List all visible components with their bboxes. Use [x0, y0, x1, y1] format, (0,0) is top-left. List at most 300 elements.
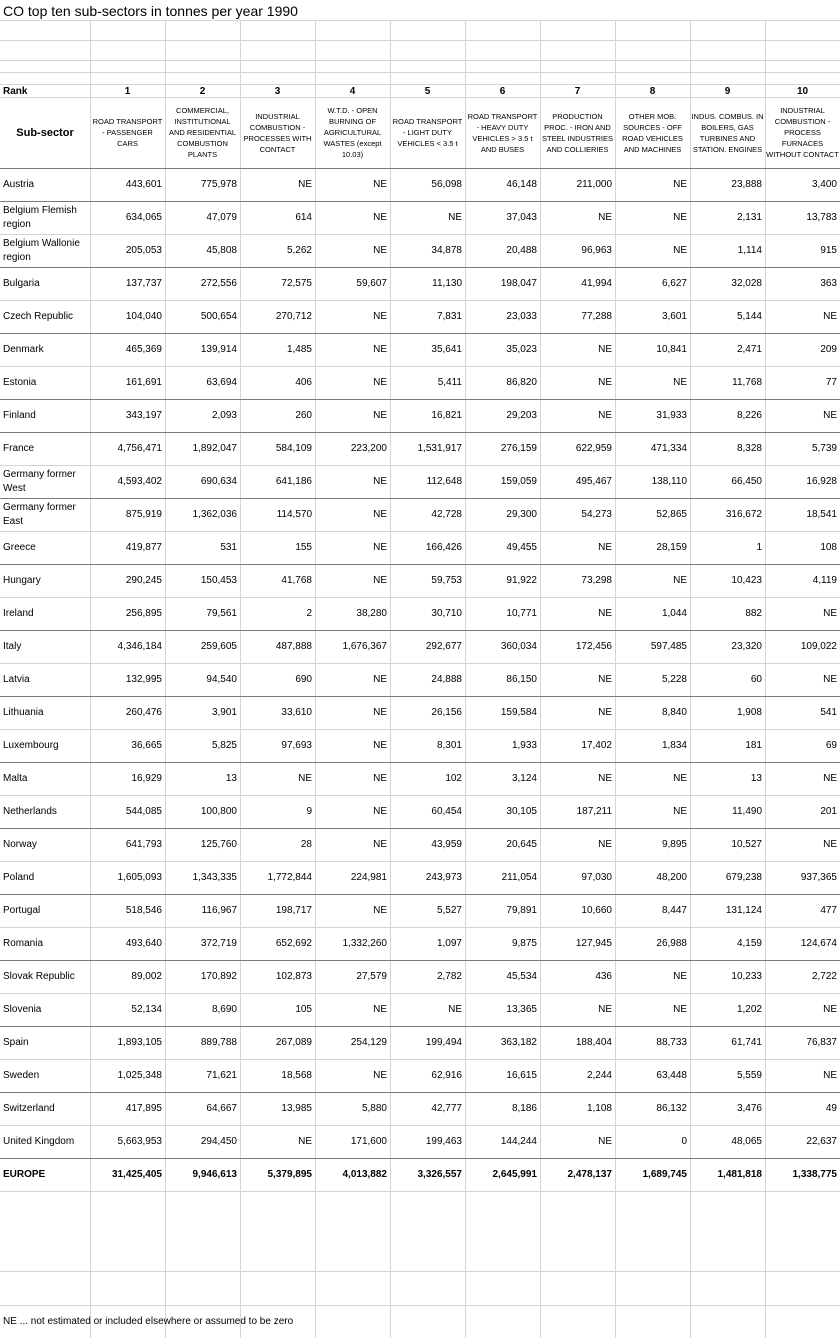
table-cell: 61,741 [731, 1037, 762, 1048]
country-name: Poland [3, 871, 35, 883]
table-cell: 46,148 [506, 179, 537, 190]
table-cell: 4,593,402 [117, 476, 162, 487]
grid-hline [0, 1191, 840, 1192]
table-cell: 26,156 [431, 707, 462, 718]
table-cell: 199,494 [425, 1037, 462, 1048]
table-cell: 2,722 [811, 971, 837, 982]
table-cell: 131,124 [725, 905, 762, 916]
table-cell: 22,637 [806, 1136, 837, 1147]
table-cell: NE [373, 806, 387, 817]
table-cell: 26,988 [656, 938, 687, 949]
table-cell: 1,343,335 [192, 872, 237, 883]
table-cell: 937,365 [800, 872, 837, 883]
table-cell: 11,130 [432, 278, 462, 289]
table-cell: 69 [825, 740, 837, 751]
table-cell: 170,892 [200, 971, 237, 982]
table-cell: 267,089 [275, 1037, 312, 1048]
table-cell: 161,691 [125, 377, 162, 388]
country-name: Malta [3, 772, 28, 784]
table-cell: 166,426 [425, 542, 462, 553]
table-cell: 3,901 [211, 707, 237, 718]
table-cell: 882 [745, 608, 762, 619]
table-cell: 8,328 [736, 443, 762, 454]
table-cell: 27,579 [356, 971, 387, 982]
table-cell: 5,527 [436, 905, 462, 916]
table-cell: 775,978 [200, 179, 237, 190]
table-cell: 259,605 [200, 641, 237, 652]
sector-header: COMMERCIAL, INSTITUTIONAL AND RESIDENTIAL COMBUSTION PLANTS [168, 106, 237, 159]
sector-header: PRODUCTION PROC. - IRON AND STEEL INDUSTRIES AND COLLIERIES [542, 111, 613, 154]
rank-number: 9 [724, 86, 731, 97]
table-cell: 5,144 [736, 311, 762, 322]
table-cell: NE [373, 476, 387, 487]
table-cell: NE [598, 1004, 612, 1015]
table-cell: 30,710 [431, 608, 462, 619]
table-cell: 16,615 [506, 1070, 537, 1081]
table-cell: NE [598, 344, 612, 355]
table-cell: 77 [825, 377, 837, 388]
table-cell: 150,453 [200, 575, 237, 586]
table-cell: 76,837 [806, 1037, 837, 1048]
table-cell: 2,093 [211, 410, 237, 421]
total-cell: 9,946,613 [192, 1169, 237, 1180]
table-cell: 500,654 [200, 311, 237, 322]
sector-header: INDUSTRIAL COMBUSTION - PROCESS FURNACES WITHOUT CONTACT [766, 106, 839, 159]
table-cell: 60 [750, 674, 762, 685]
country-name: Ireland [3, 607, 34, 619]
table-cell: 343,197 [125, 410, 162, 421]
table-cell: 3,476 [736, 1103, 762, 1114]
grid-hline [0, 60, 840, 61]
table-cell: 16,928 [806, 476, 837, 487]
table-cell: 62,916 [431, 1070, 462, 1081]
table-cell: NE [823, 1070, 837, 1081]
sector-header: ROAD TRANSPORT - PASSENGER CARS [92, 117, 163, 148]
table-cell: NE [598, 773, 612, 784]
table-cell: 1,531,917 [417, 443, 462, 454]
table-cell: 13,985 [281, 1103, 312, 1114]
table-cell: 124,674 [800, 938, 837, 949]
table-cell: 622,959 [575, 443, 612, 454]
table-cell: NE [823, 839, 837, 850]
table-cell: 290,245 [125, 575, 162, 586]
table-cell: 181 [745, 740, 762, 751]
table-cell: 875,919 [125, 509, 162, 520]
country-name: Greece [3, 541, 36, 553]
table-cell: 33,610 [281, 707, 312, 718]
table-cell: 60,454 [431, 806, 462, 817]
table-cell: 23,888 [731, 179, 762, 190]
table-cell: 1,605,093 [117, 872, 162, 883]
table-cell: 139,914 [200, 344, 237, 355]
table-cell: 105 [295, 1004, 312, 1015]
table-cell: 690,634 [200, 476, 237, 487]
table-cell: 443,601 [125, 179, 162, 190]
table-cell: 56,098 [431, 179, 462, 190]
table-cell: 63,448 [656, 1070, 687, 1081]
table-cell: 1,772,844 [267, 872, 312, 883]
table-cell: 159,059 [500, 476, 537, 487]
table-cell: 2 [306, 608, 312, 619]
sector-header: INDUS. COMBUS. IN BOILERS, GAS TURBINES AND STATION. ENGINES [691, 111, 764, 154]
table-cell: 597,485 [650, 641, 687, 652]
table-cell: 292,677 [425, 641, 462, 652]
country-name: Italy [3, 640, 22, 652]
table-cell: 18,541 [806, 509, 837, 520]
table-cell: 11,768 [732, 377, 762, 388]
table-cell: 23,320 [731, 641, 762, 652]
table-cell: 29,300 [506, 509, 537, 520]
table-cell: NE [298, 1136, 312, 1147]
table-cell: 406 [295, 377, 312, 388]
table-cell: NE [448, 212, 462, 223]
country-name: Denmark [3, 343, 44, 355]
table-cell: NE [598, 1136, 612, 1147]
table-cell: 127,945 [575, 938, 612, 949]
table-cell: 8,690 [211, 1004, 237, 1015]
table-cell: 679,238 [725, 872, 762, 883]
table-cell: 260 [295, 410, 312, 421]
table-cell: 294,450 [200, 1136, 237, 1147]
table-cell: NE [373, 1070, 387, 1081]
table-cell: NE [673, 806, 687, 817]
table-cell: 35,641 [431, 344, 462, 355]
table-cell: 1,202 [736, 1004, 762, 1015]
table-cell: 272,556 [200, 278, 237, 289]
table-cell: 8,226 [736, 410, 762, 421]
table-cell: 42,777 [431, 1103, 462, 1114]
table-cell: 52,134 [131, 1004, 162, 1015]
table-cell: 9,895 [661, 839, 687, 850]
table-cell: 4,756,471 [117, 443, 162, 454]
table-cell: 3,400 [811, 179, 837, 190]
rank-number: 1 [124, 86, 131, 97]
table-cell: 363 [820, 278, 837, 289]
grid-hline [0, 72, 840, 73]
table-cell: 11,490 [732, 806, 762, 817]
table-cell: 10,771 [506, 608, 537, 619]
table-cell: 493,640 [125, 938, 162, 949]
table-cell: 209 [820, 344, 837, 355]
rank-number: 6 [499, 86, 506, 97]
table-cell: 531 [220, 542, 237, 553]
total-cell: 31,425,405 [111, 1169, 162, 1180]
table-cell: 49 [825, 1103, 837, 1114]
rank-number: 5 [424, 86, 431, 97]
table-cell: 112,648 [426, 476, 462, 487]
table-cell: NE [673, 971, 687, 982]
table-cell: 94,540 [206, 674, 237, 685]
table-cell: 45,808 [206, 245, 237, 256]
table-cell: NE [373, 905, 387, 916]
table-cell: 89,002 [131, 971, 162, 982]
table-cell: 1,332,260 [342, 938, 387, 949]
table-cell: 28 [300, 839, 312, 850]
table-cell: 10,233 [731, 971, 762, 982]
table-cell: 28,159 [656, 542, 687, 553]
table-cell: 77,288 [581, 311, 612, 322]
table-cell: 86,132 [656, 1103, 687, 1114]
table-cell: 30,105 [506, 806, 537, 817]
rank-number: 7 [574, 86, 581, 97]
table-cell: 316,672 [725, 509, 762, 520]
table-cell: 641,186 [275, 476, 312, 487]
subsector-header: Sub-sector [16, 126, 74, 139]
table-cell: 13,365 [506, 1004, 537, 1015]
country-name: Sweden [3, 1069, 40, 1081]
table-cell: 372,719 [200, 938, 237, 949]
country-name: Slovenia [3, 1003, 42, 1015]
table-cell: 1,893,105 [117, 1037, 162, 1048]
table-cell: 2,244 [586, 1070, 612, 1081]
table-cell: 224,981 [350, 872, 387, 883]
table-cell: 63,694 [206, 377, 237, 388]
table-cell: 109,022 [800, 641, 837, 652]
table-cell: 614 [295, 212, 312, 223]
table-cell: NE [373, 377, 387, 388]
table-cell: 1,834 [661, 740, 687, 751]
table-cell: 1,933 [511, 740, 537, 751]
table-cell: 187,211 [576, 806, 612, 817]
table-cell: 42,728 [431, 509, 462, 520]
rank-number: 2 [199, 86, 206, 97]
table-cell: 10,841 [656, 344, 687, 355]
table-cell: 32,028 [731, 278, 762, 289]
sector-header: OTHER MOB. SOURCES - OFF ROAD VEHICLES AND MACHINES [622, 111, 683, 154]
table-cell: 34,878 [431, 245, 462, 256]
table-cell: 102,873 [275, 971, 312, 982]
table-cell: 18,568 [281, 1070, 312, 1081]
table-cell: 1,908 [736, 707, 762, 718]
table-cell: 13 [750, 773, 762, 784]
table-cell: 20,645 [506, 839, 537, 850]
table-cell: NE [598, 212, 612, 223]
table-cell: 45,534 [506, 971, 537, 982]
total-cell: 2,645,991 [492, 1169, 537, 1180]
country-name: Switzerland [3, 1102, 55, 1114]
table-cell: 17,402 [581, 740, 612, 751]
table-cell: 38,280 [356, 608, 387, 619]
table-cell: 199,463 [425, 1136, 462, 1147]
table-cell: 52,865 [656, 509, 687, 520]
table-cell: NE [823, 773, 837, 784]
table-cell: 137,737 [125, 278, 162, 289]
table-cell: 211,000 [576, 179, 612, 190]
total-cell: 1,338,775 [792, 1169, 837, 1180]
table-cell: 71,621 [206, 1070, 237, 1081]
table-cell: NE [673, 773, 687, 784]
table-cell: 1,676,367 [342, 641, 387, 652]
table-cell: 138,110 [651, 476, 687, 487]
table-cell: 102 [445, 773, 462, 784]
table-cell: 72,575 [281, 278, 312, 289]
table-cell: NE [373, 410, 387, 421]
country-name: Germany former East [3, 501, 76, 527]
table-cell: 31,933 [656, 410, 687, 421]
country-name: Netherlands [3, 805, 57, 817]
country-name: Czech Republic [3, 310, 74, 322]
table-cell: NE [673, 1004, 687, 1015]
table-cell: 41,994 [581, 278, 612, 289]
table-cell: 9 [306, 806, 312, 817]
table-cell: 172,456 [575, 641, 612, 652]
table-cell: 584,109 [275, 443, 312, 454]
table-cell: 6,627 [661, 278, 687, 289]
table-cell: 419,877 [125, 542, 162, 553]
table-cell: 5,739 [811, 443, 837, 454]
table-cell: 20,488 [506, 245, 537, 256]
table-cell: NE [373, 773, 387, 784]
table-cell: NE [373, 212, 387, 223]
country-name: Norway [3, 838, 37, 850]
rank-number: 10 [796, 86, 809, 97]
table-cell: 2,782 [436, 971, 462, 982]
table-cell: 211,054 [501, 872, 537, 883]
table-cell: 125,760 [200, 839, 237, 850]
table-cell: 889,788 [200, 1037, 237, 1048]
table-cell: 144,244 [500, 1136, 537, 1147]
table-cell: 10,660 [581, 905, 612, 916]
total-cell: 5,379,895 [267, 1169, 312, 1180]
table-cell: 3,124 [511, 773, 537, 784]
table-cell: 13 [225, 773, 237, 784]
table-cell: 256,895 [125, 608, 162, 619]
table-cell: NE [823, 410, 837, 421]
grid-hline [0, 84, 840, 85]
total-label: EUROPE [3, 1168, 46, 1180]
table-cell: 641,793 [125, 839, 162, 850]
table-cell: 132,995 [125, 674, 162, 685]
table-cell: NE [373, 509, 387, 520]
country-name: Latvia [3, 673, 30, 685]
table-cell: 223,200 [350, 443, 387, 454]
table-cell: 465,369 [125, 344, 162, 355]
table-cell: 495,467 [575, 476, 612, 487]
table-cell: 10,423 [731, 575, 762, 586]
table-cell: 1,025,348 [117, 1070, 162, 1081]
table-cell: 8,447 [661, 905, 687, 916]
table-cell: 59,753 [431, 575, 462, 586]
table-cell: 1,362,036 [192, 509, 237, 520]
table-cell: 5,825 [211, 740, 237, 751]
table-cell: 8,840 [661, 707, 687, 718]
table-cell: 5,559 [736, 1070, 762, 1081]
sector-header: ROAD TRANSPORT - HEAVY DUTY VEHICLES > 3.5 t AND BUSES [467, 111, 538, 154]
country-name: Finland [3, 409, 36, 421]
table-cell: NE [823, 608, 837, 619]
rank-number: 3 [274, 86, 281, 97]
table-cell: 47,079 [206, 212, 237, 223]
table-cell: 634,065 [125, 212, 162, 223]
sheet-title: CO top ten sub-sectors in tonnes per year 1990 [3, 3, 298, 19]
table-cell: 1 [756, 542, 762, 553]
table-cell: 254,129 [350, 1037, 387, 1048]
table-cell: 541 [820, 707, 837, 718]
table-cell: 104,040 [125, 311, 162, 322]
table-cell: 4,159 [736, 938, 762, 949]
table-cell: 4,119 [812, 575, 837, 586]
footnote: NE ... not estimated or included elsewhere or assumed to be zero [3, 1316, 294, 1327]
table-cell: NE [373, 575, 387, 586]
table-cell: 24,888 [431, 674, 462, 685]
table-cell: 116,967 [201, 905, 237, 916]
grid-hline [0, 20, 840, 21]
table-cell: 205,053 [125, 245, 162, 256]
table-cell: NE [598, 674, 612, 685]
total-cell: 4,013,882 [342, 1169, 387, 1180]
table-cell: NE [373, 707, 387, 718]
country-name: Spain [3, 1036, 29, 1048]
table-cell: NE [448, 1004, 462, 1015]
table-cell: 159,584 [500, 707, 537, 718]
table-cell: 9,875 [511, 938, 537, 949]
table-cell: NE [598, 707, 612, 718]
table-cell: 5,880 [361, 1103, 387, 1114]
table-cell: 915 [820, 245, 837, 256]
table-cell: 10,527 [731, 839, 762, 850]
table-cell: 108 [820, 542, 837, 553]
table-cell: NE [373, 674, 387, 685]
table-cell: NE [598, 839, 612, 850]
table-cell: 471,334 [650, 443, 687, 454]
country-name: Bulgaria [3, 277, 40, 289]
country-name: United Kingdom [3, 1135, 75, 1147]
total-cell: 1,689,745 [642, 1169, 687, 1180]
table-cell: 260,476 [125, 707, 162, 718]
table-cell: 171,600 [350, 1136, 387, 1147]
table-cell: NE [673, 575, 687, 586]
table-cell: 97,030 [581, 872, 612, 883]
country-name: Lithuania [3, 706, 44, 718]
table-cell: 363,182 [500, 1037, 537, 1048]
table-cell: 436 [595, 971, 612, 982]
table-cell: 48,200 [656, 872, 687, 883]
table-cell: 73,298 [581, 575, 612, 586]
table-cell: NE [673, 245, 687, 256]
table-cell: 64,667 [206, 1103, 237, 1114]
table-cell: 49,455 [506, 542, 537, 553]
country-name: Germany former West [3, 468, 76, 494]
table-cell: 276,159 [500, 443, 537, 454]
table-cell: 1,044 [661, 608, 687, 619]
total-cell: 1,481,818 [717, 1169, 762, 1180]
table-cell: 417,895 [125, 1103, 162, 1114]
table-cell: 86,150 [506, 674, 537, 685]
table-cell: 41,768 [281, 575, 312, 586]
table-cell: 16,821 [431, 410, 462, 421]
table-cell: 5,663,953 [117, 1136, 162, 1147]
table-cell: 8,186 [511, 1103, 537, 1114]
table-cell: NE [598, 542, 612, 553]
sector-header: ROAD TRANSPORT - LIGHT DUTY VEHICLES < 3.5 t [392, 117, 463, 148]
total-cell: 3,326,557 [417, 1169, 462, 1180]
table-cell: 16,929 [131, 773, 162, 784]
country-name: Portugal [3, 904, 41, 916]
table-cell: 114,570 [276, 509, 312, 520]
table-cell: 155 [295, 542, 312, 553]
table-cell: 23,033 [506, 311, 537, 322]
table-cell: NE [373, 245, 387, 256]
grid-hline [0, 40, 840, 41]
table-cell: 243,973 [425, 872, 462, 883]
table-cell: 79,561 [206, 608, 237, 619]
table-cell: 100,800 [200, 806, 237, 817]
table-cell: 198,047 [500, 278, 537, 289]
table-cell: NE [373, 311, 387, 322]
table-cell: NE [673, 212, 687, 223]
table-cell: NE [673, 377, 687, 388]
sector-header: W.T.D. - OPEN BURNING OF AGRICULTURAL WASTES (except 10.03) [323, 106, 382, 159]
